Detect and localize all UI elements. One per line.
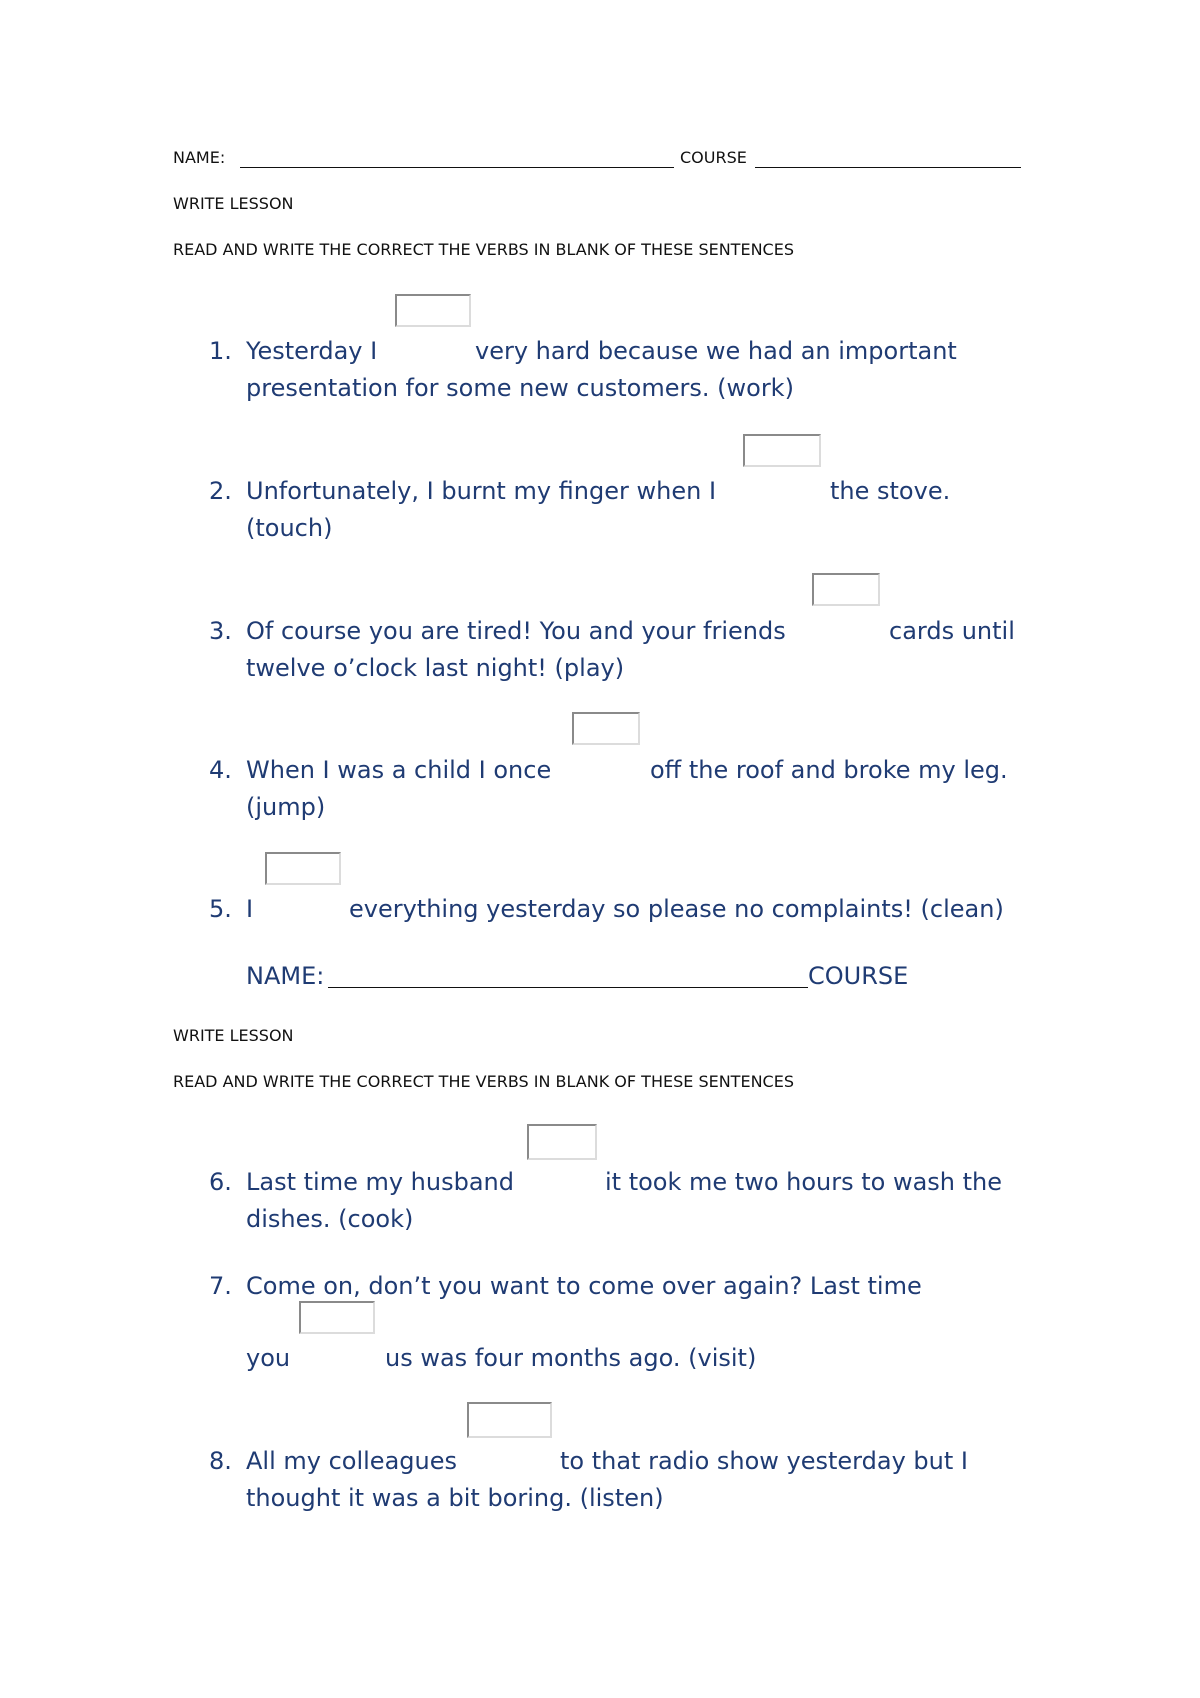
name-label: NAME: [173,148,226,167]
question-text-continued: presentation for some new customers. (work) [246,374,794,402]
course-input-line[interactable] [755,167,1021,168]
question-text-after: the stove. [830,477,951,505]
question-text-before: Of course you are tired! You and your friends [246,617,786,645]
answer-box-4[interactable] [572,712,640,745]
question-5 [209,891,1004,928]
instructions: READ AND WRITE THE CORRECT THE VERBS IN BLANK OF THESE SENTENCES [173,240,794,259]
question-text-continued: dishes. (cook) [246,1205,414,1233]
question-text-before: I [246,895,254,923]
question-number: 2. [209,477,232,505]
question-text-after: very hard because we had an important [475,337,957,365]
question-text-before: When I was a child I once [246,756,552,784]
question-text-continued: twelve o’clock last night! (play) [246,654,625,682]
question-number: 4. [209,756,232,784]
answer-box-8[interactable] [467,1402,552,1438]
question-text-continued: (jump) [246,793,326,821]
question-3 [209,613,1015,682]
course-label-2: COURSE [808,962,909,990]
question-text-after: off the roof and broke my leg. [650,756,1008,784]
question-text-continued: (touch) [246,514,333,542]
question-number: 1. [209,337,232,365]
question-8 [209,1443,968,1512]
answer-box-5[interactable] [265,852,341,885]
question-6 [209,1164,1003,1233]
lesson-title-2: WRITE LESSON [173,1026,294,1045]
question-text-after: everything yesterday so please no complaints! (clean) [349,895,1004,923]
answer-box-3[interactable] [812,573,880,606]
question-text-continued: thought it was a bit boring. (listen) [246,1484,664,1512]
question-number: 5. [209,895,232,923]
question-text-before: All my colleagues [246,1447,457,1475]
question-text-after: to that radio show yesterday but I [560,1447,968,1475]
question-text: Come on, don’t you want to come over again? Last time [246,1272,922,1300]
question-text-before: Last time my husband [246,1168,514,1196]
instructions-2: READ AND WRITE THE CORRECT THE VERBS IN BLANK OF THESE SENTENCES [173,1072,794,1091]
answer-box-7[interactable] [299,1301,375,1334]
question-number: 6. [209,1168,232,1196]
answer-box-1[interactable] [395,294,471,327]
question-4 [209,752,1008,821]
name-label-2: NAME: [246,962,325,990]
question-text-before: Unfortunately, I burnt my finger when I [246,477,717,505]
name-input-line-2[interactable] [328,987,808,988]
question-text-before: Yesterday I [246,337,378,365]
question-1 [209,333,957,402]
question-2 [209,473,951,542]
answer-box-6[interactable] [527,1124,597,1160]
question-number: 8. [209,1447,232,1475]
answer-box-2[interactable] [743,434,821,467]
question-number: 3. [209,617,232,645]
question-7 [209,1268,922,1305]
question-number: 7. [209,1272,232,1300]
question-text-after: it took me two hours to wash the [605,1168,1003,1196]
name-input-line[interactable] [240,167,674,168]
question-text-before: you [246,1344,291,1372]
question-text-after: us was four months ago. (visit) [385,1344,757,1372]
question-text-after: cards until [889,617,1015,645]
lesson-title: WRITE LESSON [173,194,294,213]
course-label: COURSE [680,148,747,167]
